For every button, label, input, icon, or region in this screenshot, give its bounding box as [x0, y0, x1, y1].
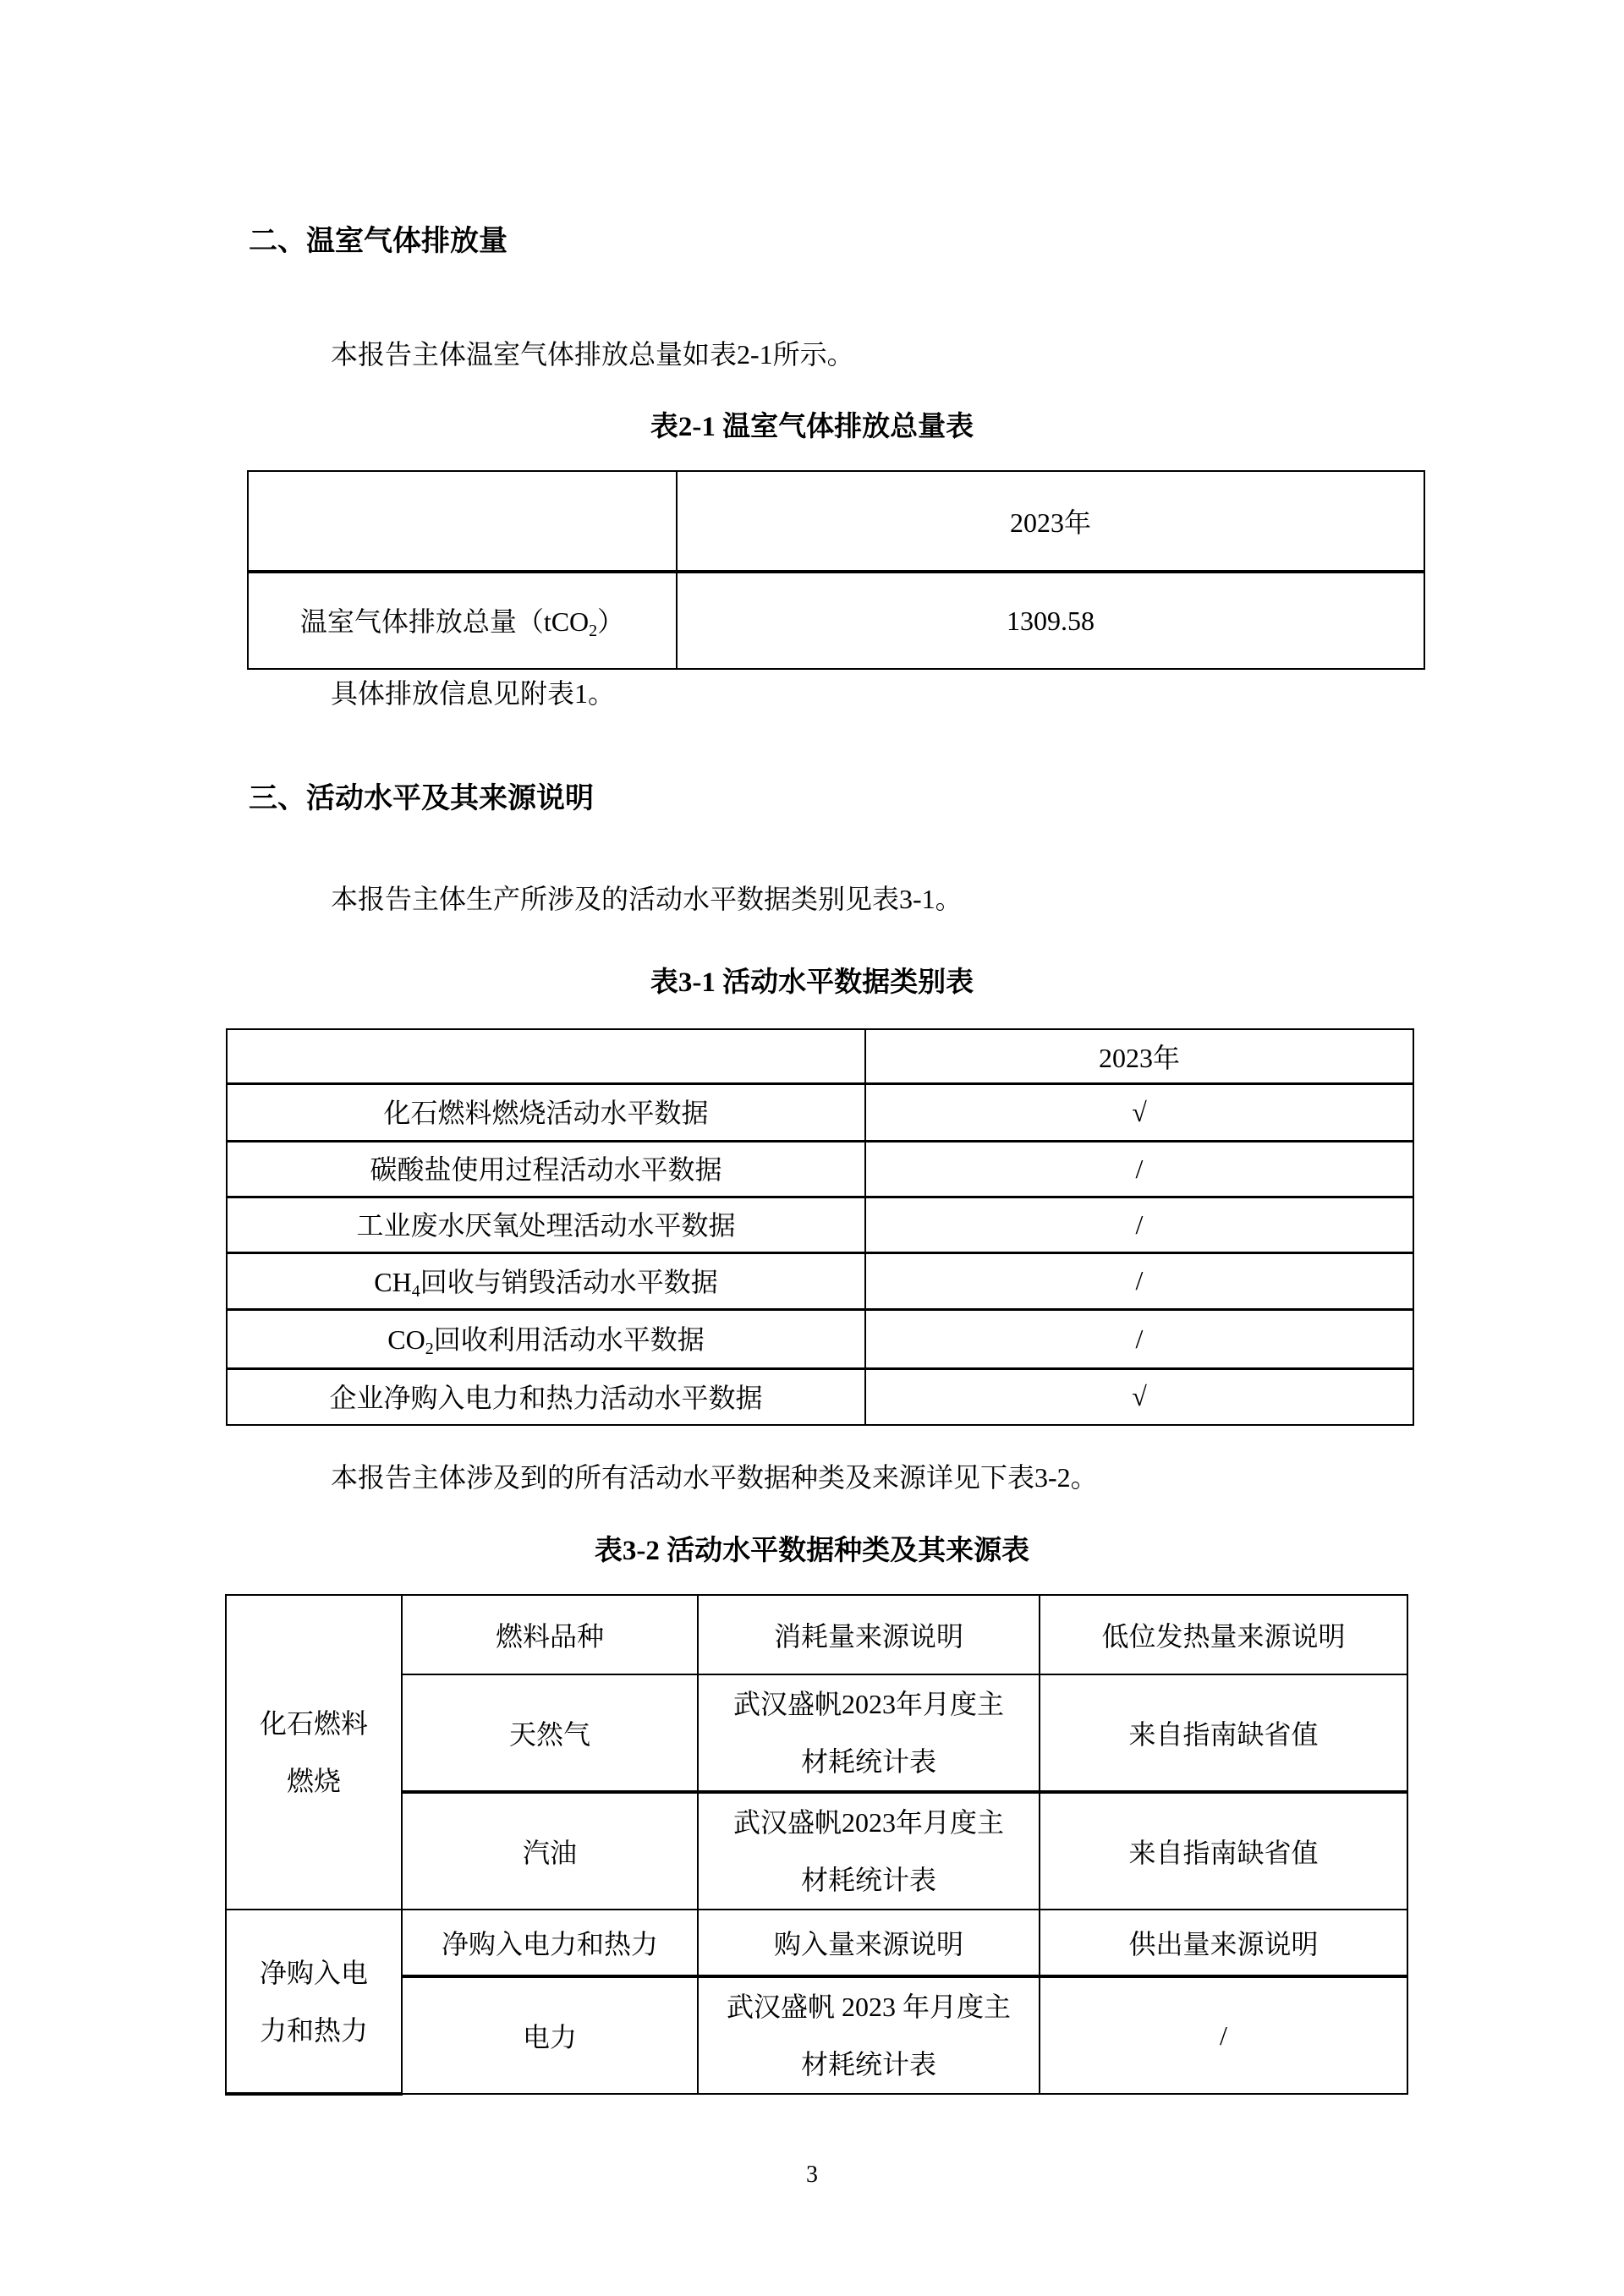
activity-label-cell	[227, 1083, 865, 1141]
activity-label-cell	[227, 1309, 865, 1368]
table-3-1-year-header-cell: 2023年	[865, 1029, 1413, 1083]
fuel-name-cell: 汽油	[402, 1792, 698, 1910]
heating-value-source-cell: 来自指南缺省值	[1040, 1792, 1407, 1910]
section-2-heading: 二、温室气体排放量	[249, 226, 508, 257]
ghg-total-label-cell	[248, 572, 677, 669]
table-row	[226, 1674, 1407, 1792]
table-row	[226, 1792, 1407, 1910]
ghg-total-label-subscript: 2	[589, 622, 598, 640]
table-row	[227, 1141, 1413, 1197]
table-row	[227, 1368, 1413, 1425]
section-2-paragraph-2: 具体排放信息见附表1。	[331, 678, 616, 709]
section-3-paragraph-2: 本报告主体涉及到的所有活动水平数据种类及来源详见下表3-2。	[331, 1462, 1098, 1493]
group-label-line: 化石燃料	[259, 1708, 368, 1739]
activity-flag-cell: /	[865, 1197, 1413, 1252]
cell-text-line: 武汉盛帆2023年月度主	[732, 1807, 1004, 1838]
ghg-total-label-pre: 温室气体排放总量（tCO	[299, 606, 590, 637]
cell-text-line: 武汉盛帆 2023 年月度主	[726, 1992, 1011, 2022]
activity-label-post: 回收利用活动水平数据	[433, 1324, 705, 1355]
heating-value-source-header-cell: 低位发热量来源说明	[1040, 1595, 1407, 1674]
cell-text-line: 材耗统计表	[800, 2049, 936, 2080]
activity-label-subscript: 2	[425, 1340, 434, 1358]
consumption-source-cell	[698, 1792, 1040, 1910]
activity-label-post: 回收与销毁活动水平数据	[420, 1266, 718, 1297]
activity-label-cell	[227, 1197, 865, 1252]
ghg-total-label-post: ）	[597, 606, 625, 637]
activity-label: 企业净购入电力和热力活动水平数据	[329, 1382, 763, 1413]
section-2-paragraph-1: 本报告主体温室气体排放总量如表2-1所示。	[331, 339, 854, 370]
activity-label: CO	[387, 1324, 425, 1355]
output-source-cell: /	[1040, 1976, 1407, 2094]
table-row	[227, 1197, 1413, 1252]
net-purchased-power-group-cell	[226, 1910, 402, 2094]
table-3-2	[225, 1594, 1408, 2096]
activity-label: 化石燃料燃烧活动水平数据	[383, 1098, 709, 1128]
fuel-type-header-cell: 燃料品种	[402, 1595, 698, 1674]
activity-flag-cell: /	[865, 1252, 1413, 1309]
table-3-1-title: 表3-1 活动水平数据类别表	[650, 967, 974, 998]
table-2-1-title: 表2-1 温室气体排放总量表	[650, 412, 974, 442]
table-3-1	[226, 1028, 1414, 1426]
heating-value-source-cell: 来自指南缺省值	[1040, 1674, 1407, 1792]
activity-label: 碳酸盐使用过程活动水平数据	[370, 1154, 722, 1185]
consumption-source-cell	[698, 1674, 1040, 1792]
table-row	[226, 1976, 1407, 2094]
table-3-2-title: 表3-2 活动水平数据种类及其来源表	[594, 1536, 1030, 1566]
activity-flag-cell: /	[865, 1141, 1413, 1197]
activity-label-cell	[227, 1252, 865, 1309]
group-label-line: 净购入电	[259, 1957, 368, 1988]
table-2-1-empty-header-cell	[248, 471, 677, 572]
table-row	[226, 1595, 1407, 1674]
table-row	[226, 1910, 1407, 1976]
activity-flag-cell: √	[865, 1368, 1413, 1425]
cell-text-line: 材耗统计表	[800, 1746, 936, 1777]
table-row	[227, 1083, 1413, 1141]
cell-text-line: 材耗统计表	[800, 1865, 936, 1895]
activity-label-cell	[227, 1368, 865, 1425]
fuel-combustion-group-cell	[226, 1595, 402, 1910]
activity-label: CH	[374, 1266, 412, 1297]
consumption-source-header-cell: 消耗量来源说明	[698, 1595, 1040, 1674]
activity-label-cell	[227, 1141, 865, 1197]
table-row	[227, 1309, 1413, 1368]
group-label-line: 燃烧	[286, 1766, 341, 1796]
page-number: 3	[806, 2162, 818, 2188]
ghg-total-value-cell: 1309.58	[677, 572, 1424, 669]
purchase-source-cell	[698, 1976, 1040, 2094]
fuel-name-cell: 天然气	[402, 1674, 698, 1792]
cell-text-line: 武汉盛帆2023年月度主	[732, 1689, 1004, 1719]
group-label-line: 力和热力	[259, 2014, 368, 2046]
activity-label-subscript: 4	[411, 1281, 420, 1301]
table-row	[227, 1252, 1413, 1309]
table-2-1-year-header-cell: 2023年	[677, 471, 1424, 572]
section-3-heading: 三、活动水平及其来源说明	[249, 783, 594, 814]
table-3-1-empty-header-cell	[227, 1029, 865, 1083]
power-heat-header-cell: 净购入电力和热力	[402, 1910, 698, 1976]
purchase-source-header-cell: 购入量来源说明	[698, 1910, 1040, 1976]
section-3-paragraph-1: 本报告主体生产所涉及的活动水平数据类别见表3-1。	[331, 884, 963, 914]
power-name-cell: 电力	[402, 1976, 698, 2094]
table-2-1	[247, 470, 1425, 670]
activity-label: 工业废水厌氧处理活动水平数据	[356, 1210, 736, 1241]
output-source-header-cell: 供出量来源说明	[1040, 1910, 1407, 1976]
activity-flag-cell: /	[865, 1309, 1413, 1368]
activity-flag-cell: √	[865, 1083, 1413, 1141]
